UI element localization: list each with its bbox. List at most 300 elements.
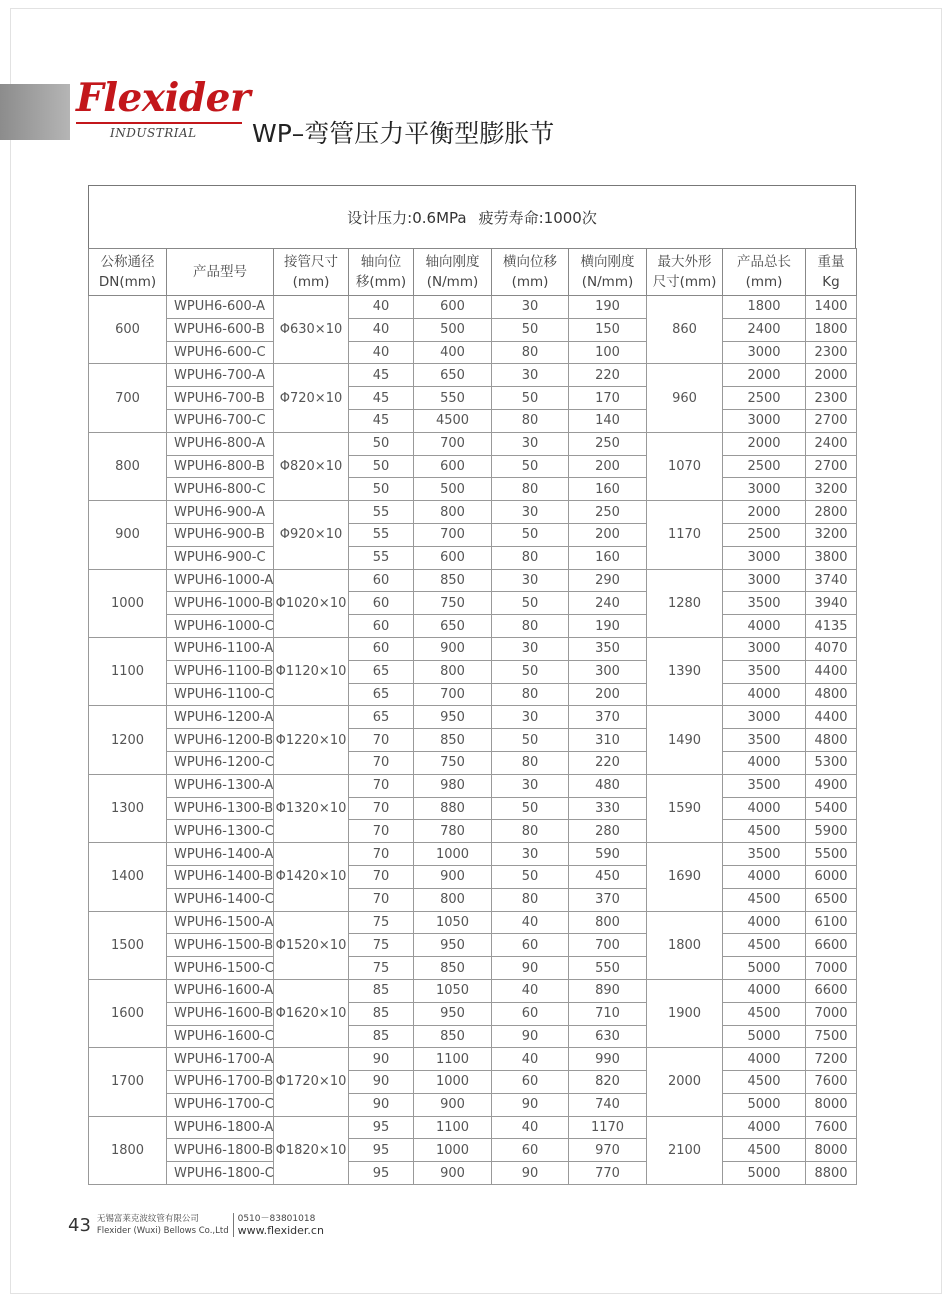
overall-length-cell: 4000: [723, 911, 806, 934]
table-row: [89, 888, 857, 911]
column-header: [167, 249, 274, 296]
model-cell: WPUH6-900-A: [167, 501, 274, 524]
axial-stiffness-cell: 950: [414, 1002, 492, 1025]
nominal-diameter-cell: 1500: [89, 911, 167, 979]
lateral-stiffness-cell: 770: [569, 1162, 647, 1185]
axial-displacement-cell: 90: [349, 1071, 414, 1094]
lateral-displacement-cell: 30: [492, 706, 569, 729]
weight-cell: 2800: [806, 501, 857, 524]
weight-cell: 3200: [806, 478, 857, 501]
max-outer-size-cell: 1070: [647, 432, 723, 500]
overall-length-cell: 1800: [723, 296, 806, 319]
column-header: [414, 249, 492, 296]
model-cell: WPUH6-1000-C: [167, 615, 274, 638]
column-header-line2: (mm): [511, 274, 549, 290]
column-header-line2: (N/mm): [426, 274, 479, 290]
model-cell: WPUH6-1800-A: [167, 1116, 274, 1139]
table-row: [89, 729, 857, 752]
column-header: [806, 249, 857, 296]
model-cell: WPUH6-1100-B: [167, 660, 274, 683]
lateral-stiffness-cell: 190: [569, 615, 647, 638]
axial-displacement-cell: 45: [349, 409, 414, 432]
lateral-displacement-cell: 30: [492, 296, 569, 319]
axial-stiffness-cell: 400: [414, 341, 492, 364]
table-row: [89, 1025, 857, 1048]
max-outer-size-cell: 2000: [647, 1048, 723, 1116]
axial-displacement-cell: 50: [349, 478, 414, 501]
lateral-stiffness-cell: 140: [569, 409, 647, 432]
table-row: [89, 911, 857, 934]
weight-cell: 1400: [806, 296, 857, 319]
weight-cell: 3740: [806, 569, 857, 592]
column-header-line1: 公称通径: [100, 254, 155, 270]
lateral-stiffness-cell: 240: [569, 592, 647, 615]
lateral-stiffness-cell: 200: [569, 523, 647, 546]
lateral-displacement-cell: 40: [492, 979, 569, 1002]
lateral-stiffness-cell: 990: [569, 1048, 647, 1071]
lateral-displacement-cell: 50: [492, 387, 569, 410]
pipe-size-cell: Φ1520×10: [274, 911, 349, 979]
weight-cell: 4800: [806, 683, 857, 706]
model-cell: WPUH6-1100-C: [167, 683, 274, 706]
overall-length-cell: 3000: [723, 409, 806, 432]
lateral-stiffness-cell: 160: [569, 478, 647, 501]
overall-length-cell: 4000: [723, 1116, 806, 1139]
lateral-stiffness-cell: 590: [569, 843, 647, 866]
column-header-line1: 轴向刚度: [425, 254, 480, 270]
column-header-line1: 接管尺寸: [284, 254, 338, 270]
overall-length-cell: 4000: [723, 615, 806, 638]
overall-length-cell: 3500: [723, 592, 806, 615]
model-cell: WPUH6-1600-A: [167, 979, 274, 1002]
column-header-line2: (mm): [745, 274, 783, 290]
table-row: [89, 865, 857, 888]
weight-cell: 6600: [806, 934, 857, 957]
model-cell: WPUH6-600-B: [167, 318, 274, 341]
table-row: [89, 797, 857, 820]
column-header-line1: 产品型号: [193, 264, 247, 280]
table-row: [89, 820, 857, 843]
weight-cell: 3200: [806, 523, 857, 546]
table-row: [89, 774, 857, 797]
axial-stiffness-cell: 950: [414, 934, 492, 957]
axial-displacement-cell: 70: [349, 865, 414, 888]
pipe-size-cell: Φ1420×10: [274, 843, 349, 911]
axial-stiffness-cell: 550: [414, 387, 492, 410]
model-cell: WPUH6-1500-A: [167, 911, 274, 934]
nominal-diameter-cell: 600: [89, 296, 167, 364]
overall-length-cell: 4000: [723, 683, 806, 706]
lateral-stiffness-cell: 480: [569, 774, 647, 797]
nominal-diameter-cell: 1800: [89, 1116, 167, 1184]
weight-cell: 2700: [806, 409, 857, 432]
model-cell: WPUH6-1200-B: [167, 729, 274, 752]
pipe-size-cell: Φ1220×10: [274, 706, 349, 774]
page-title: WP–弯管压力平衡型膨胀节: [252, 119, 555, 148]
lateral-stiffness-cell: 200: [569, 455, 647, 478]
table-row: [89, 455, 857, 478]
footer-company: [97, 1213, 234, 1237]
model-cell: WPUH6-700-A: [167, 364, 274, 387]
axial-stiffness-cell: 700: [414, 523, 492, 546]
axial-stiffness-cell: 600: [414, 455, 492, 478]
axial-stiffness-cell: 950: [414, 706, 492, 729]
axial-displacement-cell: 70: [349, 820, 414, 843]
table-row: [89, 1162, 857, 1185]
model-cell: WPUH6-1400-A: [167, 843, 274, 866]
weight-cell: 7000: [806, 1002, 857, 1025]
lateral-displacement-cell: 80: [492, 820, 569, 843]
weight-cell: 6100: [806, 911, 857, 934]
company-name-en: Flexider (Wuxi) Bellows Co.,Ltd: [96, 1226, 229, 1236]
nominal-diameter-cell: 700: [89, 364, 167, 432]
model-cell: WPUH6-1500-C: [167, 957, 274, 980]
nominal-diameter-cell: 1300: [89, 774, 167, 842]
lateral-stiffness-cell: 200: [569, 683, 647, 706]
page-number: 43: [68, 1214, 91, 1236]
max-outer-size-cell: 960: [647, 364, 723, 432]
lateral-stiffness-cell: 740: [569, 1093, 647, 1116]
max-outer-size-cell: 1280: [647, 569, 723, 637]
max-outer-size-cell: 1490: [647, 706, 723, 774]
company-name-cn: 无锡富莱克波纹管有限公司: [96, 1214, 199, 1224]
column-header-line2: DN(mm): [98, 274, 157, 290]
weight-cell: 5300: [806, 751, 857, 774]
table-row: [89, 432, 857, 455]
pipe-size-cell: Φ1120×10: [274, 637, 349, 705]
weight-cell: 4400: [806, 706, 857, 729]
weight-cell: 7500: [806, 1025, 857, 1048]
table-row: [89, 957, 857, 980]
lateral-displacement-cell: 80: [492, 683, 569, 706]
axial-displacement-cell: 60: [349, 592, 414, 615]
table-row: [89, 934, 857, 957]
weight-cell: 2300: [806, 387, 857, 410]
weight-cell: 7200: [806, 1048, 857, 1071]
overall-length-cell: 4000: [723, 751, 806, 774]
axial-displacement-cell: 85: [349, 1002, 414, 1025]
fatigue-life: 疲劳寿命:1000次: [478, 208, 597, 227]
table-row: [89, 843, 857, 866]
lateral-displacement-cell: 30: [492, 364, 569, 387]
weight-cell: 6000: [806, 865, 857, 888]
axial-stiffness-cell: 600: [414, 546, 492, 569]
model-cell: WPUH6-1700-B: [167, 1071, 274, 1094]
phone-number: 0510－83801018: [237, 1214, 316, 1224]
lateral-stiffness-cell: 170: [569, 387, 647, 410]
table-row: [89, 501, 857, 524]
axial-stiffness-cell: 650: [414, 364, 492, 387]
lateral-stiffness-cell: 160: [569, 546, 647, 569]
lateral-stiffness-cell: 310: [569, 729, 647, 752]
axial-displacement-cell: 55: [349, 546, 414, 569]
column-header: [274, 249, 349, 296]
overall-length-cell: 2000: [723, 364, 806, 387]
model-cell: WPUH6-1500-B: [167, 934, 274, 957]
table-row: [89, 592, 857, 615]
lateral-stiffness-cell: 330: [569, 797, 647, 820]
model-cell: WPUH6-1300-B: [167, 797, 274, 820]
lateral-stiffness-cell: 150: [569, 318, 647, 341]
lateral-stiffness-cell: 970: [569, 1139, 647, 1162]
column-header-line1: 最大外形: [657, 254, 712, 270]
column-header-line1: 横向刚度: [580, 254, 635, 270]
lateral-displacement-cell: 50: [492, 660, 569, 683]
lateral-stiffness-cell: 350: [569, 637, 647, 660]
axial-stiffness-cell: 900: [414, 1093, 492, 1116]
table-row: [89, 615, 857, 638]
max-outer-size-cell: 860: [647, 296, 723, 364]
axial-displacement-cell: 40: [349, 318, 414, 341]
lateral-displacement-cell: 50: [492, 865, 569, 888]
axial-stiffness-cell: 1050: [414, 979, 492, 1002]
nominal-diameter-cell: 1100: [89, 637, 167, 705]
axial-displacement-cell: 85: [349, 979, 414, 1002]
lateral-stiffness-cell: 550: [569, 957, 647, 980]
lateral-displacement-cell: 80: [492, 409, 569, 432]
axial-stiffness-cell: 500: [414, 478, 492, 501]
pipe-size-cell: Φ630×10: [274, 296, 349, 364]
lateral-displacement-cell: 50: [492, 455, 569, 478]
pipe-size-cell: Φ1620×10: [274, 979, 349, 1047]
lateral-displacement-cell: 80: [492, 341, 569, 364]
column-header: [349, 249, 414, 296]
axial-displacement-cell: 45: [349, 387, 414, 410]
axial-displacement-cell: 75: [349, 934, 414, 957]
lateral-displacement-cell: 40: [492, 911, 569, 934]
model-cell: WPUH6-1600-B: [167, 1002, 274, 1025]
weight-cell: 2700: [806, 455, 857, 478]
column-header-line2: (mm): [292, 274, 330, 290]
column-header-line1: 横向位移: [503, 254, 557, 270]
pipe-size-cell: Φ820×10: [274, 432, 349, 500]
lateral-stiffness-cell: 100: [569, 341, 647, 364]
lateral-displacement-cell: 60: [492, 1071, 569, 1094]
lateral-displacement-cell: 50: [492, 797, 569, 820]
axial-stiffness-cell: 800: [414, 888, 492, 911]
weight-cell: 4400: [806, 660, 857, 683]
weight-cell: 2400: [806, 432, 857, 455]
model-cell: WPUH6-900-C: [167, 546, 274, 569]
table-row: [89, 660, 857, 683]
column-header: [723, 249, 806, 296]
axial-displacement-cell: 70: [349, 729, 414, 752]
lateral-displacement-cell: 80: [492, 888, 569, 911]
max-outer-size-cell: 1390: [647, 637, 723, 705]
lateral-displacement-cell: 50: [492, 318, 569, 341]
column-header-line2: 尺寸(mm): [652, 274, 717, 290]
overall-length-cell: 5000: [723, 957, 806, 980]
logo-underline: [76, 122, 242, 124]
lateral-stiffness-cell: 280: [569, 820, 647, 843]
spec-table: [88, 248, 857, 1185]
model-cell: WPUH6-800-C: [167, 478, 274, 501]
model-cell: WPUH6-700-B: [167, 387, 274, 410]
model-cell: WPUH6-1600-C: [167, 1025, 274, 1048]
axial-stiffness-cell: 650: [414, 615, 492, 638]
weight-cell: 7600: [806, 1071, 857, 1094]
model-cell: WPUH6-1100-A: [167, 637, 274, 660]
model-cell: WPUH6-1400-B: [167, 865, 274, 888]
table-row: [89, 569, 857, 592]
max-outer-size-cell: 1590: [647, 774, 723, 842]
overall-length-cell: 3500: [723, 660, 806, 683]
weight-cell: 4900: [806, 774, 857, 797]
weight-cell: 4135: [806, 615, 857, 638]
model-cell: WPUH6-1000-B: [167, 592, 274, 615]
axial-displacement-cell: 40: [349, 341, 414, 364]
design-pressure: 设计压力:0.6MPa: [347, 208, 467, 227]
lateral-displacement-cell: 80: [492, 546, 569, 569]
model-cell: WPUH6-1300-C: [167, 820, 274, 843]
lateral-stiffness-cell: 190: [569, 296, 647, 319]
axial-stiffness-cell: 900: [414, 865, 492, 888]
lateral-stiffness-cell: 630: [569, 1025, 647, 1048]
lateral-displacement-cell: 30: [492, 501, 569, 524]
overall-length-cell: 3500: [723, 843, 806, 866]
overall-length-cell: 4500: [723, 1002, 806, 1025]
weight-cell: 5400: [806, 797, 857, 820]
table-row: [89, 523, 857, 546]
weight-cell: 8000: [806, 1093, 857, 1116]
footer: [68, 1213, 324, 1237]
overall-length-cell: 4500: [723, 1071, 806, 1094]
axial-displacement-cell: 70: [349, 843, 414, 866]
weight-cell: 3800: [806, 546, 857, 569]
logo-subtitle: INDUSTRIAL: [110, 126, 197, 140]
axial-stiffness-cell: 1050: [414, 911, 492, 934]
weight-cell: 3940: [806, 592, 857, 615]
overall-length-cell: 2500: [723, 455, 806, 478]
column-header: [89, 249, 167, 296]
axial-stiffness-cell: 900: [414, 637, 492, 660]
table-row: [89, 1116, 857, 1139]
axial-stiffness-cell: 750: [414, 592, 492, 615]
lateral-displacement-cell: 50: [492, 729, 569, 752]
max-outer-size-cell: 2100: [647, 1116, 723, 1184]
lateral-displacement-cell: 30: [492, 569, 569, 592]
table-row: [89, 296, 857, 319]
nominal-diameter-cell: 1400: [89, 843, 167, 911]
overall-length-cell: 2400: [723, 318, 806, 341]
header-row: [89, 249, 857, 296]
overall-length-cell: 2500: [723, 387, 806, 410]
overall-length-cell: 4500: [723, 934, 806, 957]
column-header: [569, 249, 647, 296]
nominal-diameter-cell: 900: [89, 501, 167, 569]
model-cell: WPUH6-600-A: [167, 296, 274, 319]
table-row: [89, 1139, 857, 1162]
axial-displacement-cell: 75: [349, 911, 414, 934]
nominal-diameter-cell: 800: [89, 432, 167, 500]
lateral-stiffness-cell: 450: [569, 865, 647, 888]
max-outer-size-cell: 1690: [647, 843, 723, 911]
axial-displacement-cell: 70: [349, 888, 414, 911]
table-row: [89, 683, 857, 706]
lateral-stiffness-cell: 370: [569, 706, 647, 729]
column-header-line1: 重量: [817, 254, 845, 270]
table-row: [89, 409, 857, 432]
model-cell: WPUH6-700-C: [167, 409, 274, 432]
axial-stiffness-cell: 600: [414, 296, 492, 319]
column-header-line1: 产品总长: [737, 254, 791, 270]
pipe-size-cell: Φ1720×10: [274, 1048, 349, 1116]
lateral-displacement-cell: 50: [492, 523, 569, 546]
axial-displacement-cell: 70: [349, 751, 414, 774]
axial-stiffness-cell: 700: [414, 432, 492, 455]
weight-cell: 4800: [806, 729, 857, 752]
axial-displacement-cell: 65: [349, 706, 414, 729]
model-cell: WPUH6-1200-C: [167, 751, 274, 774]
lateral-displacement-cell: 60: [492, 934, 569, 957]
overall-length-cell: 5000: [723, 1093, 806, 1116]
lateral-stiffness-cell: 220: [569, 751, 647, 774]
lateral-displacement-cell: 90: [492, 1162, 569, 1185]
axial-displacement-cell: 90: [349, 1048, 414, 1071]
logo-wordmark: Flexider: [76, 75, 251, 121]
model-cell: WPUH6-1300-A: [167, 774, 274, 797]
lateral-stiffness-cell: 1170: [569, 1116, 647, 1139]
overall-length-cell: 3000: [723, 637, 806, 660]
axial-stiffness-cell: 1000: [414, 1071, 492, 1094]
overall-length-cell: 2000: [723, 501, 806, 524]
pipe-size-cell: Φ1820×10: [274, 1116, 349, 1184]
axial-displacement-cell: 60: [349, 615, 414, 638]
table-row: [89, 478, 857, 501]
axial-stiffness-cell: 800: [414, 660, 492, 683]
max-outer-size-cell: 1170: [647, 501, 723, 569]
lateral-stiffness-cell: 220: [569, 364, 647, 387]
lateral-displacement-cell: 30: [492, 637, 569, 660]
axial-displacement-cell: 65: [349, 683, 414, 706]
axial-stiffness-cell: 850: [414, 957, 492, 980]
nominal-diameter-cell: 1600: [89, 979, 167, 1047]
axial-displacement-cell: 50: [349, 432, 414, 455]
overall-length-cell: 4000: [723, 865, 806, 888]
column-header-line2: 移(mm): [355, 274, 407, 290]
footer-contact: [234, 1213, 324, 1237]
lateral-stiffness-cell: 890: [569, 979, 647, 1002]
weight-cell: 7600: [806, 1116, 857, 1139]
lateral-displacement-cell: 40: [492, 1116, 569, 1139]
axial-stiffness-cell: 800: [414, 501, 492, 524]
axial-stiffness-cell: 850: [414, 729, 492, 752]
lateral-stiffness-cell: 820: [569, 1071, 647, 1094]
header-tab-decoration: [0, 84, 70, 140]
axial-displacement-cell: 55: [349, 501, 414, 524]
axial-stiffness-cell: 1100: [414, 1048, 492, 1071]
nominal-diameter-cell: 1700: [89, 1048, 167, 1116]
weight-cell: 5900: [806, 820, 857, 843]
website-link[interactable]: www.flexider.cn: [237, 1224, 324, 1237]
axial-stiffness-cell: 1000: [414, 1139, 492, 1162]
model-cell: WPUH6-1700-A: [167, 1048, 274, 1071]
table-row: [89, 1002, 857, 1025]
axial-stiffness-cell: 980: [414, 774, 492, 797]
weight-cell: 2000: [806, 364, 857, 387]
model-cell: WPUH6-600-C: [167, 341, 274, 364]
lateral-displacement-cell: 80: [492, 478, 569, 501]
axial-displacement-cell: 50: [349, 455, 414, 478]
weight-cell: 4070: [806, 637, 857, 660]
nominal-diameter-cell: 1200: [89, 706, 167, 774]
lateral-displacement-cell: 30: [492, 774, 569, 797]
overall-length-cell: 4000: [723, 797, 806, 820]
model-cell: WPUH6-800-A: [167, 432, 274, 455]
axial-stiffness-cell: 500: [414, 318, 492, 341]
model-cell: WPUH6-800-B: [167, 455, 274, 478]
axial-stiffness-cell: 850: [414, 569, 492, 592]
